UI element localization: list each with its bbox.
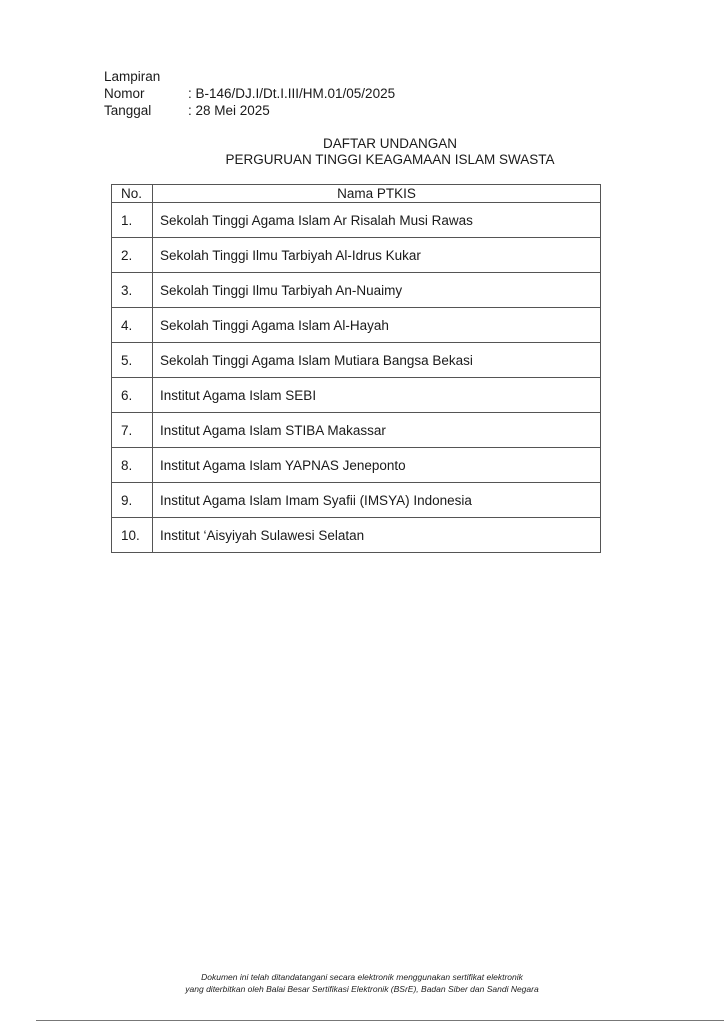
row-number: 2.: [112, 238, 153, 273]
table-row: [112, 238, 601, 273]
tanggal-value: : 28 Mei 2025: [188, 103, 270, 118]
row-name: Sekolah Tinggi Ilmu Tarbiyah An-Nuaimy: [153, 273, 601, 308]
row-number: 4.: [112, 308, 153, 343]
letter-meta: [104, 68, 395, 119]
footer-line-1: Dokumen ini telah ditandatangani secara elektronik menggunakan sertifikat elektronik: [201, 972, 523, 982]
row-name: Sekolah Tinggi Agama Islam Al-Hayah: [153, 308, 601, 343]
row-number: 5.: [112, 343, 153, 378]
table-row: [112, 273, 601, 308]
nomor-value: : B-146/DJ.I/Dt.I.III/HM.01/05/2025: [188, 86, 396, 101]
row-number: 8.: [112, 448, 153, 483]
heading-line-2: PERGURUAN TINGGI KEAGAMAAN ISLAM SWASTA: [225, 152, 555, 167]
row-number: 1.: [112, 203, 153, 238]
table-row: [112, 343, 601, 378]
table-row: [112, 378, 601, 413]
table-row: [112, 483, 601, 518]
table-row: [112, 203, 601, 238]
document-heading: [0, 136, 724, 168]
table-row: [112, 308, 601, 343]
lampiran-label: Lampiran: [104, 69, 161, 84]
footer-divider: [36, 1020, 724, 1021]
column-header-no: No.: [112, 185, 153, 203]
row-name: Institut Agama Islam SEBI: [153, 378, 601, 413]
row-number: 9.: [112, 483, 153, 518]
row-number: 7.: [112, 413, 153, 448]
nomor-label: Nomor: [104, 86, 145, 101]
row-number: 10.: [112, 518, 153, 553]
footer-line-2: yang diterbitkan oleh Balai Besar Sertifikasi Elektronik (BSrE), Badan Siber dan Sandi Negara: [185, 984, 539, 994]
table-row: [112, 518, 601, 553]
row-name: Institut Agama Islam YAPNAS Jeneponto: [153, 448, 601, 483]
lampiran-row: [104, 68, 395, 85]
row-name: Sekolah Tinggi Agama Islam Ar Risalah Musi Rawas: [153, 203, 601, 238]
row-name: Institut Agama Islam Imam Syafii (IMSYA) Indonesia: [153, 483, 601, 518]
heading-line-1: DAFTAR UNDANGAN: [322, 136, 457, 151]
table-row: [112, 413, 601, 448]
nomor-row: [104, 85, 395, 102]
row-number: 6.: [112, 378, 153, 413]
ptkis-table: [111, 184, 601, 553]
column-header-name: Nama PTKIS: [153, 185, 601, 203]
electronic-signature-note: [0, 971, 724, 995]
table-row: [112, 448, 601, 483]
row-name: Institut ‘Aisyiyah Sulawesi Selatan: [153, 518, 601, 553]
row-name: Sekolah Tinggi Ilmu Tarbiyah Al-Idrus Kukar: [153, 238, 601, 273]
tanggal-label: Tanggal: [104, 103, 152, 118]
row-number: 3.: [112, 273, 153, 308]
row-name: Sekolah Tinggi Agama Islam Mutiara Bangsa Bekasi: [153, 343, 601, 378]
table-header-row: [112, 185, 601, 203]
row-name: Institut Agama Islam STIBA Makassar: [153, 413, 601, 448]
tanggal-row: [104, 102, 395, 119]
